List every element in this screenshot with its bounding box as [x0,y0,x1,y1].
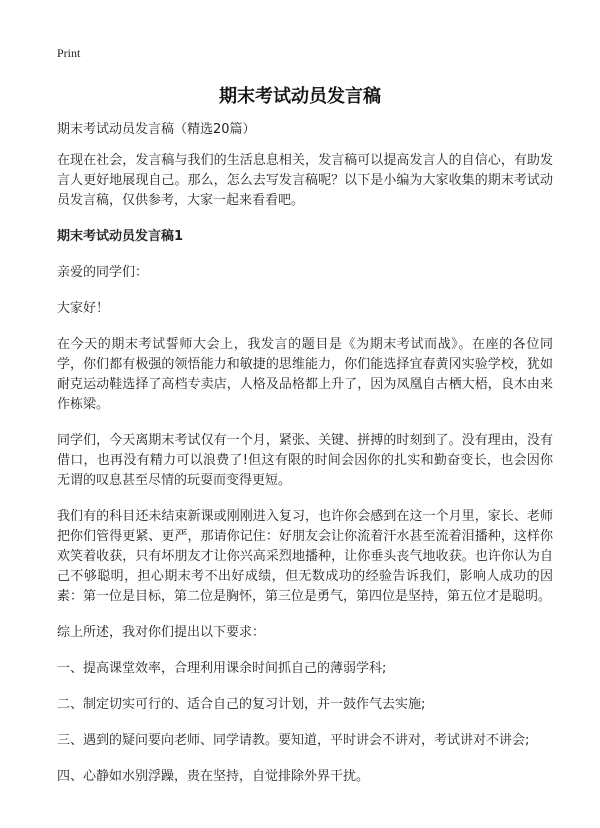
requirement-item: 一、提高课堂效率，合理利用课余时间抓自己的薄弱学科; [57,661,387,676]
requirement-item: 三、遇到的疑问要向老师、同学请教。要知道，平时讲会不讲对，考试讲对不讲会; [57,733,530,748]
article-body [57,120,553,803]
salutation-paragraph: 大家好！ [57,301,110,316]
greeting-paragraph: 亲爱的同学们： [57,265,149,280]
requirement-item: 二、制定切实可行的、适合自己的复习计划，并一鼓作气去实施; [57,697,426,712]
print-link[interactable]: Print [57,46,81,60]
document-subtitle: 期末考试动员发言稿（精选20篇） [57,122,256,137]
requirement-item: 四、心静如水别浮躁，贵在坚持，自觉排除外界干扰。 [57,769,370,784]
section-heading: 期末考试动员发言稿1 [57,229,184,244]
body-paragraph: 综上所述，我对你们提出以下要求： [57,625,266,640]
body-paragraph: 在今天的期末考试誓师大会上，我发言的题目是《为期末考试而战》。在座的各位同学，你们都有极强的领悟能力和敏捷的思维能力，你们能选择宜春黄冈实验学校，犹如耐克运动鞋选择了高档专卖店，人格及品格都上升了，因为凤凰自古栖大梧，良木由来作栋梁。 [57,337,553,412]
body-paragraph: 同学们，今天离期末考试仅有一个月，紧张、关键、拼搏的时刻到了。没有理由，没有借口，也再没有精力可以浪费了!但这有限的时间会因你的扎实和勤奋变长，也会因你无谓的叹息甚至尽情的玩耍而变得更短。 [57,433,553,488]
intro-paragraph: 在现在社会，发言稿与我们的生活息息相关，发言稿可以提高发言人的自信心，有助发言人更好地展现自己。那么，怎么去写发言稿呢？以下是小编为大家收集的期末考试动员发言稿，仅供参考，大家一起来看看吧。 [57,153,553,208]
page-title: 期末考试动员发言稿 [219,86,381,107]
body-paragraph: 我们有的科目还未结束新课或刚刚进入复习，也许你会感到在这一个月里，家长、老师把你们管得更紧、更严，那请你记住：好朋友会让你流着汗水甚至流着泪播种，这样你欢笑着收获，只有坏朋友才让你兴高采烈地播种，让你垂头丧气地收获。也许你认为自己不够聪明，担心期末考不出好成绩，但无数成功的经验告诉我们，影响人成功的因素：第一位是目标，第二位是胸怀，第三位是勇气，第四位是坚持，第五位才是聪明。 [57,509,553,604]
